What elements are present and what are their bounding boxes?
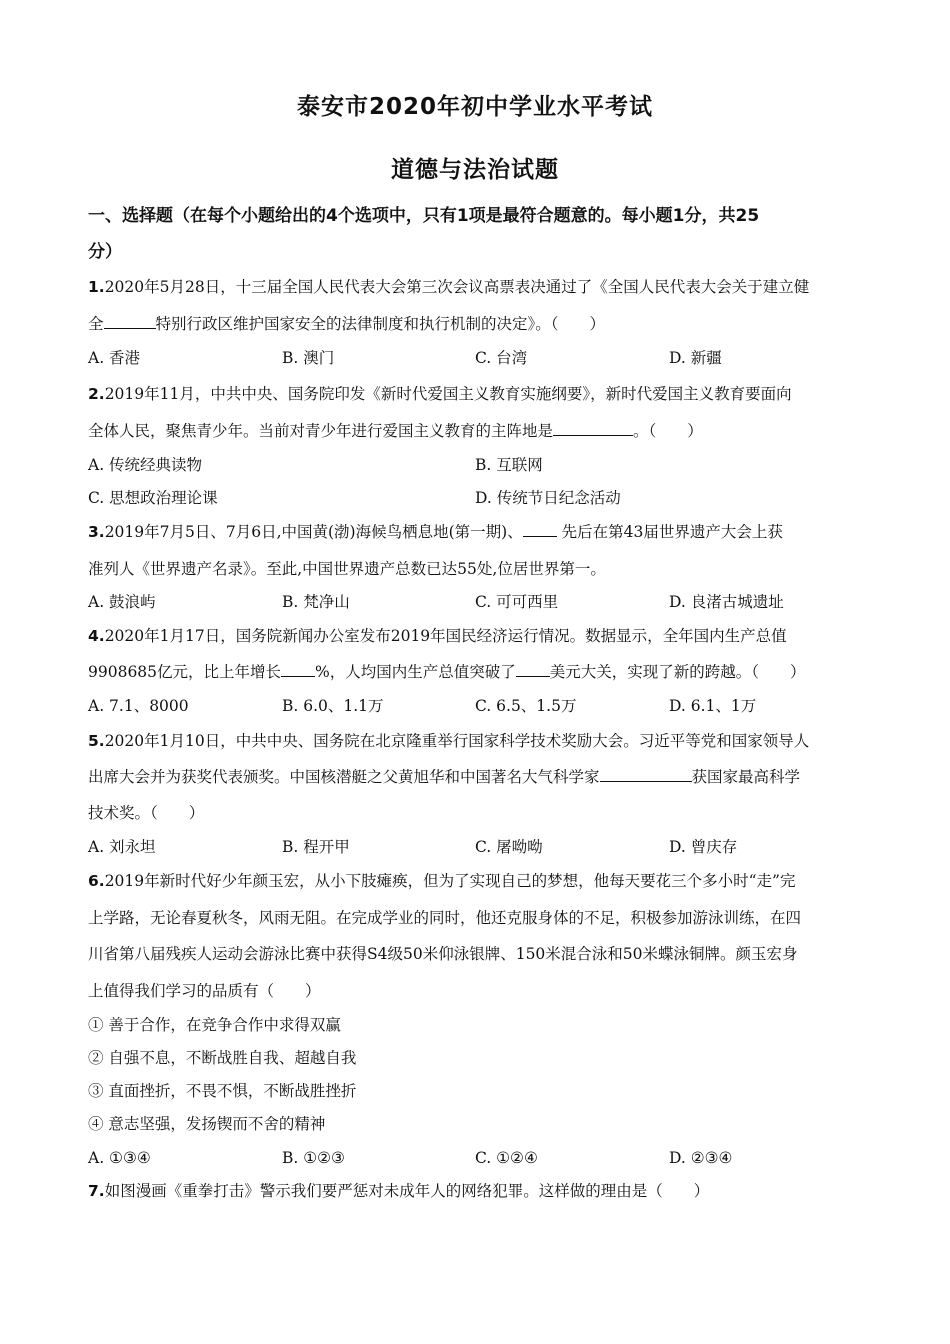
question-number: 2. — [88, 385, 105, 403]
option-b: B. 程开甲 — [282, 838, 350, 856]
question-text: 获国家最高科学 — [691, 768, 801, 786]
option-a: A. 香港 — [88, 349, 141, 367]
question-text: 先后在第43届世界遗产大会上获 — [556, 523, 783, 541]
question-text: 特别行政区维护国家安全的法律制度和执行机制的决定》。（ ） — [155, 315, 606, 333]
question-text: 出席大会并为获奖代表颁奖。中国核潜艇之父黄旭华和中国著名大气科学家 — [88, 768, 600, 786]
option-a: A. 传统经典读物 — [88, 456, 203, 474]
section-heading — [88, 198, 868, 270]
option-b: B. ①②③ — [282, 1149, 345, 1167]
option-c: C. ①②④ — [475, 1149, 538, 1167]
question-text: 全体人民，聚焦青少年。当前对青少年进行爱国主义教育的主阵地是 — [88, 422, 554, 440]
option-c: C. 屠呦呦 — [475, 838, 543, 856]
option-b: B. 澳门 — [282, 349, 335, 367]
question-text: 2020年1月17日，国务院新闻办公室发布2019年国民经济运行情况。数据显示，全年国内生产总值 — [104, 627, 787, 645]
question-text: 全 — [88, 315, 104, 333]
question-2-line2 — [88, 421, 868, 441]
option-a: A. ①③④ — [88, 1149, 151, 1167]
statement-2: ② 自强不息，不断战胜自我、超越自我 — [88, 1049, 357, 1067]
question-4-line2 — [88, 662, 868, 682]
question-text: 9908685亿元，比上年增长 — [88, 663, 282, 681]
statement-3: ③ 直面挫折，不畏不惧，不断战胜挫折 — [88, 1082, 357, 1100]
question-6-line3: 川省第八届残疾人运动会游泳比赛中获得S4级50米仰泳银牌、150米混合泳和50米蝶泳铜牌。颜玉宏身 — [88, 945, 798, 963]
question-3-line2: 准列人《世界遗产名录》。至此,中国世界遗产总数已达55处,位居世界第一。 — [88, 560, 606, 578]
question-6-line2: 上学路，无论春夏秋冬，风雨无阻。在完成学业的同时，他还克服身体的不足，积极参加游泳训练，在四 — [88, 909, 802, 927]
option-a: A. 7.1、8000 — [88, 697, 189, 715]
answer-blank — [523, 522, 557, 537]
question-1-line2 — [88, 314, 868, 334]
option-c: C. 台湾 — [475, 349, 528, 367]
question-4 — [88, 626, 868, 646]
question-number: 3. — [88, 523, 105, 541]
exam-subtitle: 道德与法治试题 — [391, 157, 559, 183]
question-text: 2019年新时代好少年颜玉宏，从小下肢瘫痪，但为了实现自己的梦想，他每天要花三个多小时“走”完 — [104, 872, 796, 890]
answer-blank — [600, 767, 692, 782]
option-d: D. ②③④ — [669, 1149, 733, 1167]
question-number: 5. — [88, 732, 105, 750]
option-a: A. 鼓浪屿 — [88, 593, 156, 611]
option-b: B. 梵净山 — [282, 593, 350, 611]
question-text: %，人均国内生产总值突破了 — [315, 663, 516, 681]
option-d: D. 良渚古城遗址 — [669, 593, 784, 611]
question-text: 2019年11月，中共中央、国务院印发《新时代爱国主义教育实施纲要》，新时代爱国主义教育要面向 — [104, 385, 792, 403]
question-number: 1. — [88, 278, 105, 296]
statement-1: ① 善于合作，在竞争合作中求得双赢 — [88, 1016, 341, 1034]
answer-blank — [281, 662, 315, 677]
question-5 — [88, 731, 868, 751]
question-5-line2 — [88, 767, 868, 787]
question-3 — [88, 522, 868, 542]
question-2 — [88, 384, 868, 404]
option-c: C. 思想政治理论课 — [88, 489, 218, 507]
question-text: 2019年7月5日、7月6日,中国黄(渤)海候鸟栖息地(第一期)、 — [104, 523, 523, 541]
question-text: 2020年5月28日，十三届全国人民代表大会第三次会议高票表决通过了《全国人民代表大会关于建立健 — [104, 278, 810, 296]
exam-title: 泰安市2020年初中学业水平考试 — [296, 94, 653, 120]
option-d: D. 新疆 — [669, 349, 722, 367]
option-a: A. 刘永坦 — [88, 838, 156, 856]
section-heading-line2: 分） — [88, 242, 122, 262]
question-1 — [88, 277, 868, 297]
question-text: 2020年1月10日，中共中央、国务院在北京隆重举行国家科学技术奖励大会。习近平等党和国家领导人 — [104, 732, 810, 750]
question-number: 4. — [88, 627, 105, 645]
section-heading-line1: 一、选择题（在每个小题给出的4个选项中，只有1项是最符合题意的。每小题1分，共25 — [88, 206, 760, 226]
answer-blank — [104, 314, 156, 329]
question-5-line3: 技术奖。（ ） — [88, 804, 205, 822]
option-d: D. 传统节日纪念活动 — [475, 489, 621, 507]
question-number: 6. — [88, 872, 105, 890]
option-d: D. 曾庆存 — [669, 838, 738, 856]
question-6-line4: 上值得我们学习的品质有（ ） — [88, 982, 321, 1000]
option-d: D. 6.1、1万 — [669, 697, 757, 715]
question-7 — [88, 1181, 868, 1201]
question-text: 如图漫画《重拳打击》警示我们要严惩对未成年人的网络犯罪。这样做的理由是（ ） — [104, 1182, 710, 1200]
option-b: B. 互联网 — [475, 456, 543, 474]
option-b: B. 6.0、1.1万 — [282, 697, 384, 715]
question-text: 。（ ） — [633, 422, 703, 440]
option-c: C. 6.5、1.5万 — [475, 697, 577, 715]
statement-4: ④ 意志坚强，发扬锲而不舍的精神 — [88, 1115, 326, 1133]
question-text: 美元大关，实现了新的跨越。（ ） — [549, 663, 806, 681]
question-number: 7. — [88, 1182, 105, 1200]
answer-blank — [553, 421, 633, 436]
answer-blank — [516, 662, 550, 677]
question-6 — [88, 871, 868, 891]
option-c: C. 可可西里 — [475, 593, 559, 611]
